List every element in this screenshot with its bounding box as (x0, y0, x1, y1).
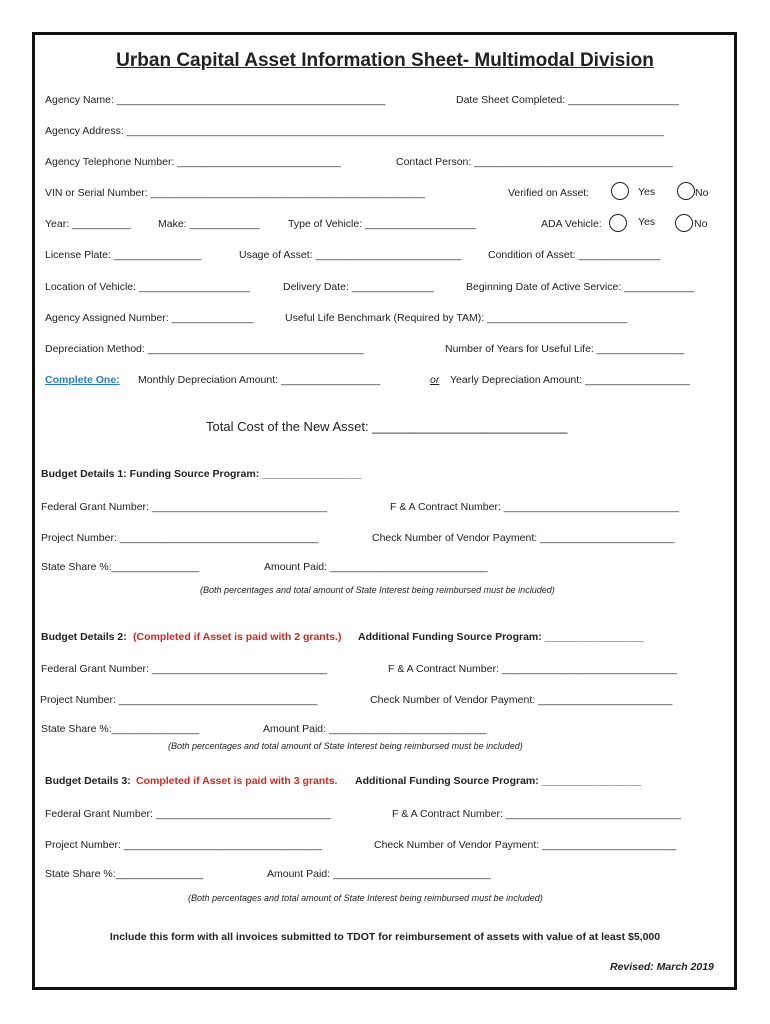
budget2-project-field[interactable]: Project Number: __________________________________ (40, 694, 318, 706)
budget1-state-share-field[interactable]: State Share %:_______________ (41, 561, 200, 573)
budget2-contract-field[interactable]: F & A Contract Number: ______________________________ (388, 663, 677, 675)
budget3-note: (Both percentages and total amount of State Interest being reimbursed must be included) (188, 893, 543, 903)
budget3-federal-field[interactable]: Federal Grant Number: ______________________________ (45, 808, 332, 820)
ada-yes-label: Yes (638, 216, 656, 228)
budget2-note: (Both percentages and total amount of State Interest being reimbursed must be included) (168, 741, 523, 751)
ada-yes-radio[interactable] (609, 214, 627, 232)
verified-no-label: No (695, 187, 709, 199)
verified-yes-label: Yes (638, 186, 656, 198)
or-label: or (430, 374, 440, 386)
depreciation-method-field[interactable]: Depreciation Method: _____________________________________ (45, 343, 364, 355)
budget3-check-field[interactable]: Check Number of Vendor Payment: _______________________ (374, 839, 677, 851)
yearly-depreciation-field[interactable]: Yearly Depreciation Amount: __________________ (450, 374, 691, 386)
budget2-amount-paid-field[interactable]: Amount Paid: ___________________________ (263, 723, 487, 735)
location-field[interactable]: Location of Vehicle: ___________________ (45, 281, 250, 293)
year-field[interactable]: Year: __________ (45, 218, 131, 230)
verified-label: Verified on Asset: (508, 187, 590, 199)
verified-no-radio[interactable] (677, 182, 695, 200)
budget2-condition: (Completed if Asset is paid with 2 grants.) (133, 631, 342, 643)
total-cost-field[interactable]: Total Cost of the New Asset: ___________________________ (206, 419, 568, 434)
complete-one-label: Complete One: (45, 374, 120, 386)
budget3-project-field[interactable]: Project Number: __________________________________ (45, 839, 323, 851)
budget1-federal-field[interactable]: Federal Grant Number: ______________________________ (41, 501, 328, 513)
budget2-state-share-field[interactable]: State Share %:_______________ (41, 723, 200, 735)
budget1-note: (Both percentages and total amount of State Interest being reimbursed must be included) (200, 585, 555, 595)
monthly-depreciation-field[interactable]: Monthly Depreciation Amount: _________________ (138, 374, 381, 386)
delivery-date-field[interactable]: Delivery Date: ______________ (283, 281, 434, 293)
budget1-contract-field[interactable]: F & A Contract Number: ______________________________ (390, 501, 679, 513)
make-field[interactable]: Make: ____________ (158, 218, 260, 230)
form-title: Urban Capital Asset Information Sheet- Multimodal Division (116, 50, 654, 71)
budget2-additional-field[interactable]: Additional Funding Source Program: _________________ (358, 631, 644, 643)
budget3-state-share-field[interactable]: State Share %:_______________ (45, 868, 204, 880)
budget2-heading: Budget Details 2: (41, 631, 127, 643)
budget1-heading: Budget Details 1: Funding Source Program: _________________ (41, 468, 362, 480)
budget3-amount-paid-field[interactable]: Amount Paid: ___________________________ (267, 868, 491, 880)
budget1-project-field[interactable]: Project Number: __________________________________ (41, 532, 319, 544)
ada-no-radio[interactable] (675, 214, 693, 232)
budget3-contract-field[interactable]: F & A Contract Number: ______________________________ (392, 808, 681, 820)
budget2-check-field[interactable]: Check Number of Vendor Payment: _______________________ (370, 694, 673, 706)
contact-person-field[interactable]: Contact Person: __________________________________ (396, 156, 673, 168)
budget3-heading: Budget Details 3: (45, 775, 131, 787)
vin-field[interactable]: VIN or Serial Number: _______________________________________________ (45, 187, 426, 199)
budget3-condition: Completed if Asset is paid with 3 grants. (136, 775, 338, 787)
include-form-note: Include this form with all invoices submitted to TDOT for reimbursement of assets with value of at least $5,000 (109, 931, 661, 943)
budget1-amount-paid-field[interactable]: Amount Paid: ___________________________ (264, 561, 488, 573)
license-plate-field[interactable]: License Plate: _______________ (45, 249, 202, 261)
condition-field[interactable]: Condition of Asset: ______________ (488, 249, 661, 261)
date-sheet-field[interactable]: Date Sheet Completed: ___________________ (456, 94, 680, 106)
useful-life-field[interactable]: Useful Life Benchmark (Required by TAM): ________________________ (285, 312, 628, 324)
usage-field[interactable]: Usage of Asset: _________________________ (239, 249, 462, 261)
ada-no-label: No (694, 218, 708, 230)
budget3-additional-field[interactable]: Additional Funding Source Program: _________________ (355, 775, 641, 787)
agency-name-field[interactable]: Agency Name: ______________________________________________ (45, 94, 386, 106)
beginning-date-field[interactable]: Beginning Date of Active Service: ____________ (466, 281, 695, 293)
agency-phone-field[interactable]: Agency Telephone Number: ____________________________ (45, 156, 341, 168)
ada-label: ADA Vehicle: (541, 218, 602, 230)
assigned-number-field[interactable]: Agency Assigned Number: ______________ (45, 312, 254, 324)
revised-date: Revised: March 2019 (610, 961, 714, 973)
agency-address-field[interactable]: Agency Address: ____________________________________________________________________________________________ (45, 125, 664, 137)
verified-yes-radio[interactable] (611, 182, 629, 200)
years-useful-life-field[interactable]: Number of Years for Useful Life: _______________ (445, 343, 685, 355)
vehicle-type-field[interactable]: Type of Vehicle: ___________________ (288, 218, 477, 230)
budget1-check-field[interactable]: Check Number of Vendor Payment: _______________________ (372, 532, 675, 544)
budget2-federal-field[interactable]: Federal Grant Number: ______________________________ (41, 663, 328, 675)
